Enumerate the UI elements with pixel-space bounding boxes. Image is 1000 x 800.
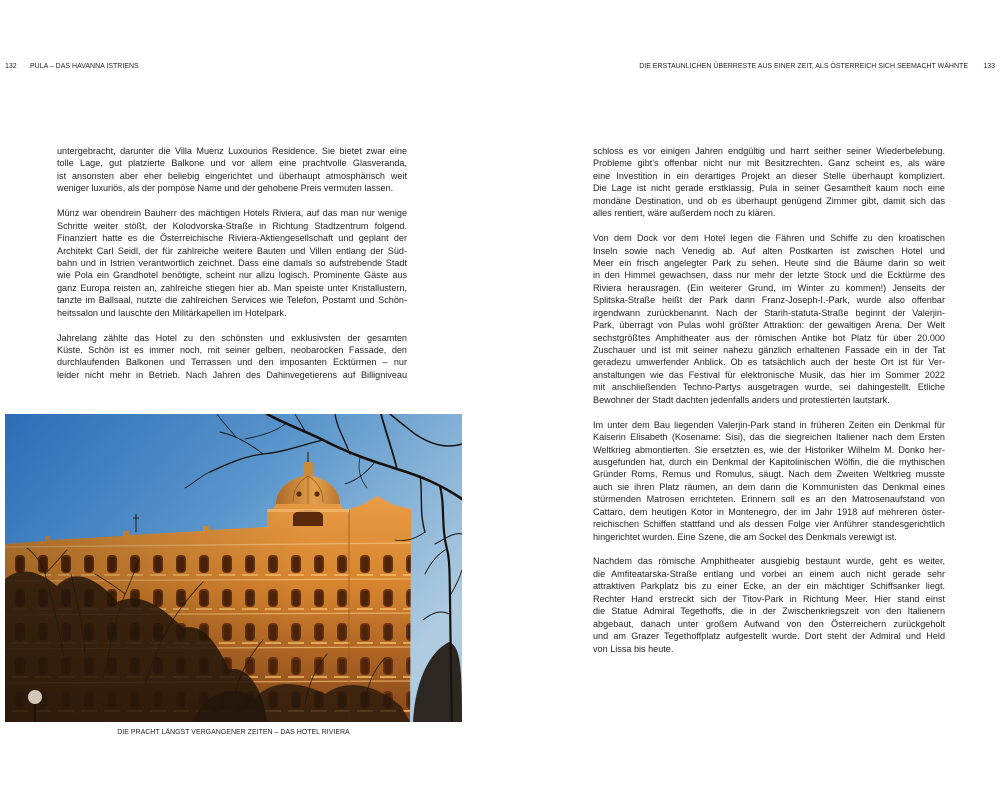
text-line: eine Investition in ein derartiges Projekt an dieser Stelle überhaupt kompliziert. bbox=[593, 170, 945, 181]
page-number-left: 132 bbox=[5, 63, 17, 70]
text-line: alles rentiert, wäre außerdem noch zu klären. bbox=[593, 208, 776, 219]
text-line: attraktiven Parkplatz bis zu einer Ecke, an der ein mächtiger Schiffsanker liegt. bbox=[593, 581, 945, 592]
text-line: Schritte weiter stößt, der Kolodvorska-Straße in Richtung Stadtzentrum folgend. bbox=[57, 220, 407, 231]
text-line: ist ansonsten aber eher beliebig eingerichtet und überhaupt atmosphärisch weit bbox=[57, 170, 407, 181]
text-line: Finanziert hatte es die Österreichische Riviera-Aktiengesellschaft und geplant der bbox=[57, 233, 407, 244]
right-text-column bbox=[593, 145, 945, 667]
text-line: wie Pola ein Grandhotel benötigte, scheint nur allzu logisch. Prominente Gäste aus bbox=[57, 270, 407, 281]
figure-caption: DIE PRACHT LÄNGST VERGANGENER ZEITEN – DAS HOTEL RIVIERA bbox=[117, 729, 350, 736]
paragraph bbox=[57, 332, 407, 382]
text-line: Bewohner der Stadt dachten jedenfalls anders und protestierten lautstark. bbox=[593, 394, 890, 405]
text-line: Riviera herausragen. (Ein weiterer Grund, im Winter zu kommen!) Jenseits der bbox=[593, 282, 945, 293]
text-line: ausgefunden hat, durch ein Denkmal der Kapitolinischen Wölfin, die die mythischen bbox=[593, 456, 945, 467]
text-line: Kaiserin Elisabeth (Kosename: Sisi), das die siegreichen Italiener nach dem Ersten bbox=[593, 432, 945, 443]
text-line: Gründer Roms, Remus und Romulus, säugt. Nach dem Zweiten Weltkrieg musste bbox=[593, 469, 945, 480]
text-line: Im unter dem Bau liegenden Valerjin-Park stand in früheren Zeiten ein Denkmal für bbox=[593, 419, 945, 430]
text-line: in den Himmel gewachsen, dass nur mehr der letzte Stock und die Ecktürme des bbox=[593, 270, 945, 281]
text-line: tolle Lage, gut platzierte Balkone und vor allem eine prachtvolle Glasveranda, bbox=[57, 158, 407, 169]
text-line: die Statue Admiral Tegethoffs, die in der Zwischenkriegszeit von den Italienern bbox=[593, 606, 945, 617]
page-number-right: 133 bbox=[983, 63, 995, 70]
text-line: Weltkrieg abmontierten. Sie ersetzten es, wie der Historiker Wilhelm M. Donko her- bbox=[593, 444, 945, 455]
hotel-riviera-photo bbox=[5, 414, 462, 722]
text-line: Die Lage ist nicht gerade erstklassig, Pula in seiner Gesamtheit kaum noch eine bbox=[593, 183, 945, 194]
text-line: irgendwann zurückbenannt. Nach der Starih-statuta-Straße beginnt der Valerjin- bbox=[593, 307, 945, 318]
text-line: Park, überragt von Pulas wohl größter Attraktion: der gewaltigen Arena. Der Welt bbox=[593, 320, 945, 331]
text-line: Probleme gibt’s offenbar nicht nur mit Besitzrechten. Ganz scheint es, als wäre bbox=[593, 158, 945, 169]
text-line: und am Grazer Tegethoffplatz aufgestellt wurde. Dort steht der Admiral und Held bbox=[593, 631, 945, 642]
running-head-right: DIE ERSTAUNLICHEN ÜBERRESTE AUS EINER ZEIT, ALS ÖSTERREICH SICH SEEMACHT WÄHNTE bbox=[639, 63, 968, 70]
text-line: mondäne Destination, und ob es überhaupt genügend Zimmer gibt, damit sich das bbox=[593, 195, 945, 206]
text-line: reichischen Schiffen stattfand und als dessen Folge vier Anführer standesgerichtlich bbox=[593, 519, 945, 530]
text-line: von Lissa bis heute. bbox=[593, 643, 674, 654]
text-line: sechstgrößtes Amphitheater aus der römischen Antike bot Platz für über 20.000 bbox=[593, 332, 945, 343]
text-line: Münz war obendrein Bauherr des mächtigen Hotels Riviera, auf das man nur wenige bbox=[57, 208, 407, 219]
text-line: Küste. Schön ist es immer noch, mit seiner gelben, neobarocken Fassade, den bbox=[57, 345, 407, 355]
text-line: weniger luxuriös, als der pompöse Name und der gehobene Preis vermuten lassen. bbox=[57, 183, 394, 194]
text-line: mit anschließenden Techno-Partys ausgetragen wurde, sei dahingestellt. Etliche bbox=[593, 382, 945, 393]
text-line: leider nicht mehr in Betrieb. Nach Jahren des Dahinvegetierens auf Billigniveau bbox=[57, 369, 407, 380]
text-line: auch sie ihren Platz räumen, an dem dann die Kommunisten das Denkmal eines bbox=[593, 481, 945, 492]
text-line: Inseln sowie nach Venedig ab. Auf alten Postkarten ist zwischen Hotel und bbox=[593, 245, 945, 256]
paragraph bbox=[593, 555, 945, 655]
text-line: Zuschauer und ist mit seiner nahezu gänzlich erhaltenen Fassade ein in der Tat bbox=[593, 345, 945, 355]
left-text-column bbox=[57, 145, 407, 394]
text-line: tanzte im Ballsaal, nutzte die zahlreichen Services wie Telefon, Postamt und Schön- bbox=[57, 295, 407, 306]
running-head-left: PULA – DAS HAVANNA ISTRIENS bbox=[30, 63, 139, 70]
text-line: untergebracht, darunter die Villa Muenz Luxourios Residence. Sie bietet zwar eine bbox=[57, 146, 407, 156]
paragraph bbox=[593, 145, 945, 220]
text-line: Splitska-Straße heißt der Park dann Franz-Joseph-I.-Park, wurde also offenbar bbox=[593, 295, 945, 306]
text-line: Architekt Carl Seidl, der für zahlreiche weitere Bauten und Villen entlang der Süd- bbox=[57, 245, 407, 256]
text-line: Cattaro, dem heutigen Kotor in Montenegro, der im Jahr 1918 auf mehreren öster- bbox=[593, 506, 945, 517]
text-line: hingerichtet wurden. Eine Szene, die am Sockel des Denkmals verewigt ist. bbox=[593, 531, 897, 542]
text-line: Rechter Hand erstreckt sich der Titov-Park in Richtung Meer. Hier stand einst bbox=[593, 593, 945, 604]
text-line: Von dem Dock vor dem Hotel legen die Fähren und Schiffe zu den kroatischen bbox=[593, 233, 945, 244]
paragraph bbox=[57, 207, 407, 319]
text-line: Meer ein frisch angelegter Park zu sehen. Heute sind die Bäume darin so weit bbox=[593, 257, 945, 268]
photo-illustration bbox=[5, 414, 462, 722]
text-line: ganz Europa reisten an, zahlreiche stiegen hier ab. Man speiste unter Kristallustern, bbox=[57, 282, 407, 293]
text-line: die Amfiteatarska-Straße entlang und vorbei an einem auch nicht gerade sehr bbox=[593, 568, 945, 579]
text-line: heitssalon und lauschte den Militärkapellen im Hotelpark. bbox=[57, 307, 287, 318]
text-line: Nachdem das römische Amphitheater ausgiebig bestaunt wurde, geht es weiter, bbox=[593, 556, 945, 567]
text-line: anstaltungen wie das Festival für elektronische Musik, das hier im Sommer 2022 bbox=[593, 369, 945, 380]
text-line: abgebaut, danach unter großem Aufwand von den Österreichern zurückgeholt bbox=[593, 618, 945, 629]
paragraph bbox=[593, 419, 945, 543]
paragraph bbox=[57, 145, 407, 195]
text-line: Jahrelang zählte das Hotel zu den schönsten und exklusivsten der gesamten bbox=[57, 332, 407, 343]
paragraph bbox=[593, 232, 945, 406]
text-line: bahn und in Istrien verantwortlich zeichnet. Dass eine damals so aufstrebende Stadt bbox=[57, 257, 407, 268]
text-line: durchlaufenden Balkonen und Terrassen und den imposanten Ecktürmen – nur bbox=[57, 357, 407, 368]
text-line: stürmenden Matrosen errichteten. Erinnern soll es an den Matrosenaufstand von bbox=[593, 494, 945, 505]
text-line: schloss es vor einigen Jahren endgültig und harrt seither seiner Wiederbelebung. bbox=[593, 146, 945, 156]
text-line: geradezu umwerfender Anblick. Ob es tatsächlich auch der beste Ort ist für Ver- bbox=[593, 357, 945, 368]
